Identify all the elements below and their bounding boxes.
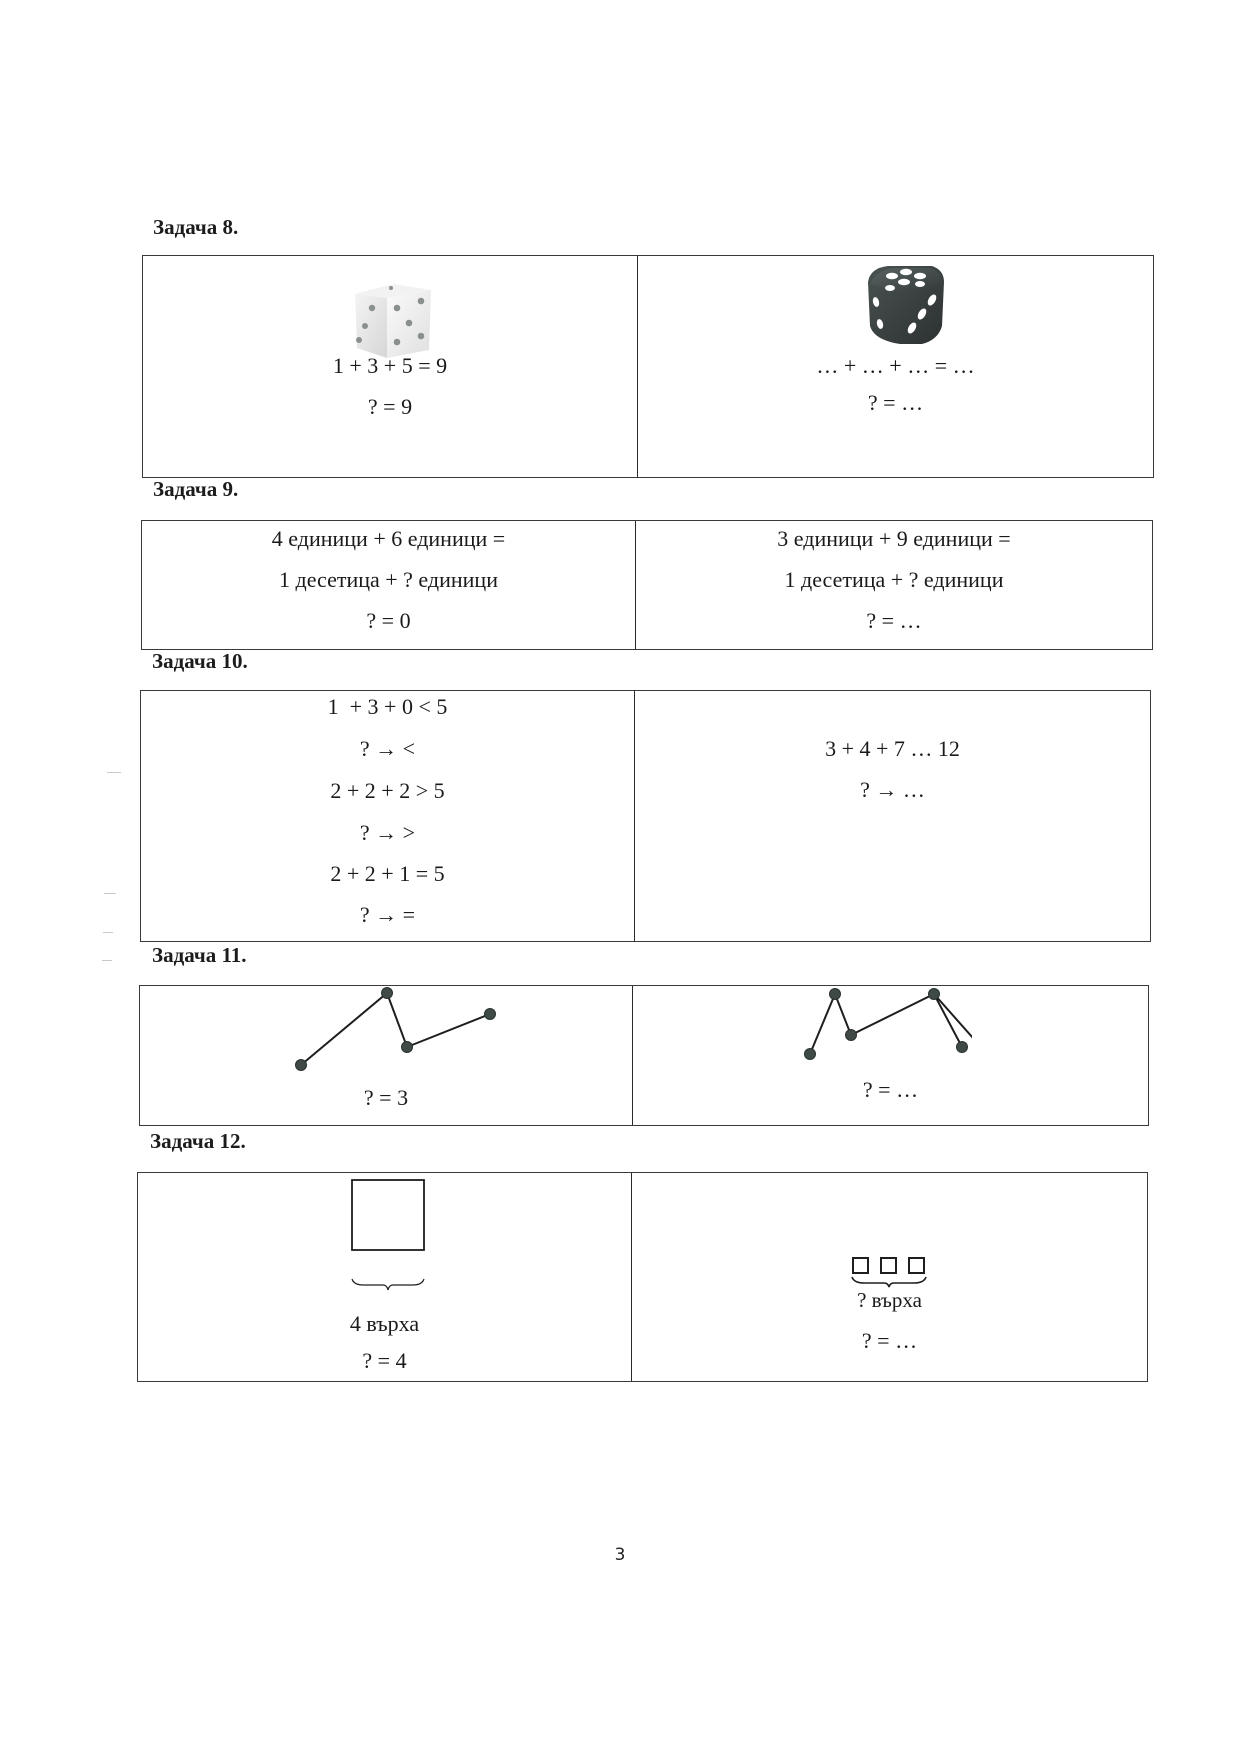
task-8-exercise-cell: [638, 256, 1153, 477]
task-12-blank-answer[interactable]: ? = …: [861, 1328, 918, 1353]
task-8-equation: 1 + 3 + 5 = 9: [332, 353, 448, 378]
task-9-units-sum-exercise: 3 единици + 9 единици =: [777, 526, 1011, 551]
task-12-table: [137, 1172, 1148, 1382]
small-square: [909, 1258, 924, 1273]
small-square: [853, 1258, 868, 1273]
task-10-exercise-expression[interactable]: 3 + 4 + 7 … 12: [825, 736, 960, 761]
task-12-blank-vertex-count[interactable]: ? върха: [857, 1288, 922, 1312]
vertex-dot: [296, 1060, 307, 1071]
task-12-answer: ? = 4: [362, 1348, 407, 1373]
task-10-table: [140, 690, 1151, 942]
task-12-title: Задача 12.: [150, 1129, 246, 1153]
task-11-answer: ? = 3: [363, 1085, 409, 1110]
broken-line-4-segments: [802, 986, 972, 1066]
task-10-answer-greater: ? → >: [359, 820, 416, 845]
task-11-example-cell: [140, 986, 633, 1125]
scan-artifact: [103, 932, 113, 933]
task-11-title: Задача 11.: [152, 943, 247, 967]
task-9-tens-units: 1 десетица + ? единици: [279, 567, 498, 592]
task-9-table: [141, 520, 1153, 650]
scan-artifact: [107, 772, 121, 773]
task-8-answer: ? = 9: [367, 394, 413, 419]
vertex-dot: [830, 989, 841, 1000]
task-9-title: Задача 9.: [153, 477, 239, 501]
scan-artifact: [104, 893, 116, 894]
task-10-answer-less: ? → <: [359, 736, 416, 761]
task-10-exercise-cell: [635, 691, 1150, 941]
task-10-comparison-less: 1 + 3 + 0 < 5: [327, 694, 448, 719]
small-square: [881, 1258, 896, 1273]
task-12-vertex-count: 4 върха: [349, 1311, 420, 1336]
vertex-dot: [846, 1030, 857, 1041]
page-number: 3: [614, 1545, 626, 1565]
vertex-dot: [402, 1042, 413, 1053]
task-10-title: Задача 10.: [152, 649, 248, 673]
task-10-blank-answer[interactable]: ? → …: [860, 777, 925, 802]
vertex-dot: [485, 1009, 496, 1020]
vertex-dot: [805, 1049, 816, 1060]
task-8-title: Задача 8.: [153, 215, 239, 239]
task-11-exercise-cell: [633, 986, 1148, 1125]
task-9-blank-answer[interactable]: ? = …: [866, 608, 922, 633]
task-9-units-sum: 4 единици + 6 единици =: [271, 526, 506, 551]
task-12-example-cell: [138, 1173, 632, 1381]
task-11-table: [139, 985, 1149, 1126]
task-9-answer: ? = 0: [366, 608, 411, 633]
task-8-blank-equation[interactable]: … + … + … = …: [816, 353, 975, 378]
vertex-dot: [929, 989, 940, 1000]
task-10-comparison-greater: 2 + 2 + 2 > 5: [330, 778, 445, 803]
scan-artifact: [102, 960, 112, 961]
task-8-example-cell: [143, 256, 638, 477]
brace-under-squares: [852, 1277, 926, 1287]
task-10-example-cell: [141, 691, 635, 941]
broken-line-3-segments: [290, 986, 500, 1071]
vertex-dot: [382, 988, 393, 999]
task-9-exercise-cell: [636, 521, 1152, 649]
one-square-icon: [349, 1177, 429, 1297]
task-8-table: [142, 255, 1154, 478]
task-12-exercise-cell: [632, 1173, 1147, 1381]
task-10-answer-equal: ? → =: [359, 902, 416, 927]
task-11-blank-answer[interactable]: ? = …: [862, 1077, 919, 1102]
task-9-tens-units-exercise: 1 десетица + ? единици: [784, 567, 1004, 592]
black-die-icon: [860, 260, 950, 348]
task-10-comparison-equal: 2 + 2 + 1 = 5: [330, 861, 445, 886]
vertex-dot: [957, 1042, 968, 1053]
brace-under-square: [352, 1279, 424, 1290]
task-8-blank-answer[interactable]: ? = …: [867, 390, 924, 415]
task-9-example-cell: [142, 521, 636, 649]
